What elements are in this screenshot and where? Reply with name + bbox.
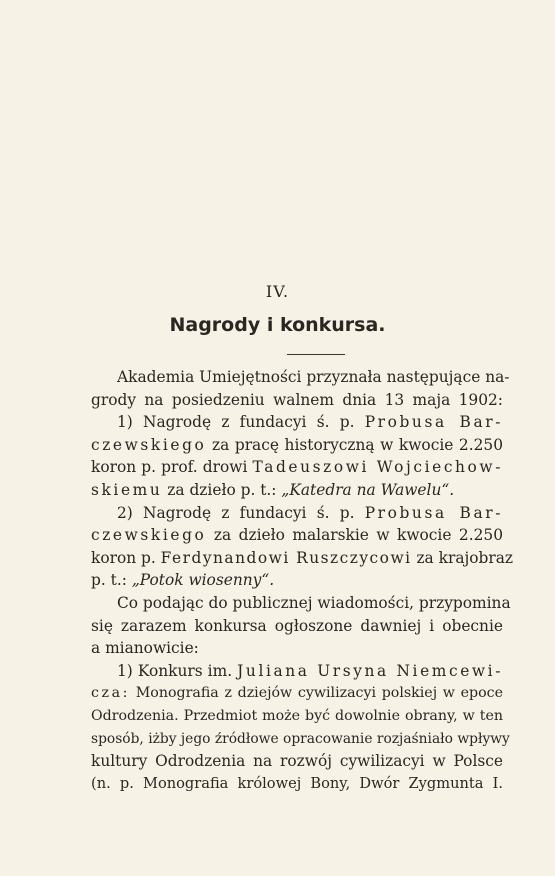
text-line: Odrodzenia. Przedmiot może być dowolnie obrany, w ten [91, 707, 503, 724]
text-line: sposób, iżby jego źródłowe opracowanie rozjaśniało wpływy [91, 730, 510, 747]
text-line: cza: Monografia z dziejów cywilizacyi polskiej w epoce [91, 685, 503, 702]
text-line: (n. p. Monografia królowej Bony, Dwór Zygmunta I. [91, 774, 503, 792]
text-line: a mianowicie: [91, 639, 199, 658]
text-line: koron p. prof. drowi Tadeuszowi Wojciechow- [91, 458, 503, 477]
text-line: 1) Konkurs im. Juliana Ursyna Niemcewi- [117, 661, 503, 680]
text-line: 1) Nagrodę z fundacyi ś. p. Probusa Bar- [117, 413, 503, 432]
section-number: IV. [265, 282, 290, 301]
text-line: koron p. Ferdynandowi Ruszczycowi za krajobraz [91, 548, 514, 567]
text-line: czewskiego za dzieło malarskie w kwocie 2.250 [91, 526, 503, 545]
text-line: Akademia Umiejętności przyznała następujące na- [117, 368, 510, 386]
text-line: grody na posiedzeniu walnem dnia 13 maja 1902: [91, 390, 503, 409]
text-line: czewskiego za pracę historyczną w kwocie 2.250 [91, 435, 503, 454]
text-line: kultury Odrodzenia na rozwój cywilizacyi w Polsce [91, 752, 503, 771]
text-line: skiemu za dzieło p. t.: „Katedra na Wawelu“. [91, 480, 455, 499]
title-divider [287, 354, 345, 355]
text-line: 2) Nagrodę z fundacyi ś. p. Probusa Bar- [117, 503, 503, 522]
section-title: Nagrody i konkursa. [169, 314, 386, 336]
document-body [91, 366, 514, 795]
text-line: Co podając do publicznej wiadomości, przypomina [117, 593, 511, 612]
text-line: się zarazem konkursa ogłoszone dawniej i obecnie [91, 616, 503, 635]
text-line: p. t.: „Potok wiosenny“. [91, 571, 275, 590]
